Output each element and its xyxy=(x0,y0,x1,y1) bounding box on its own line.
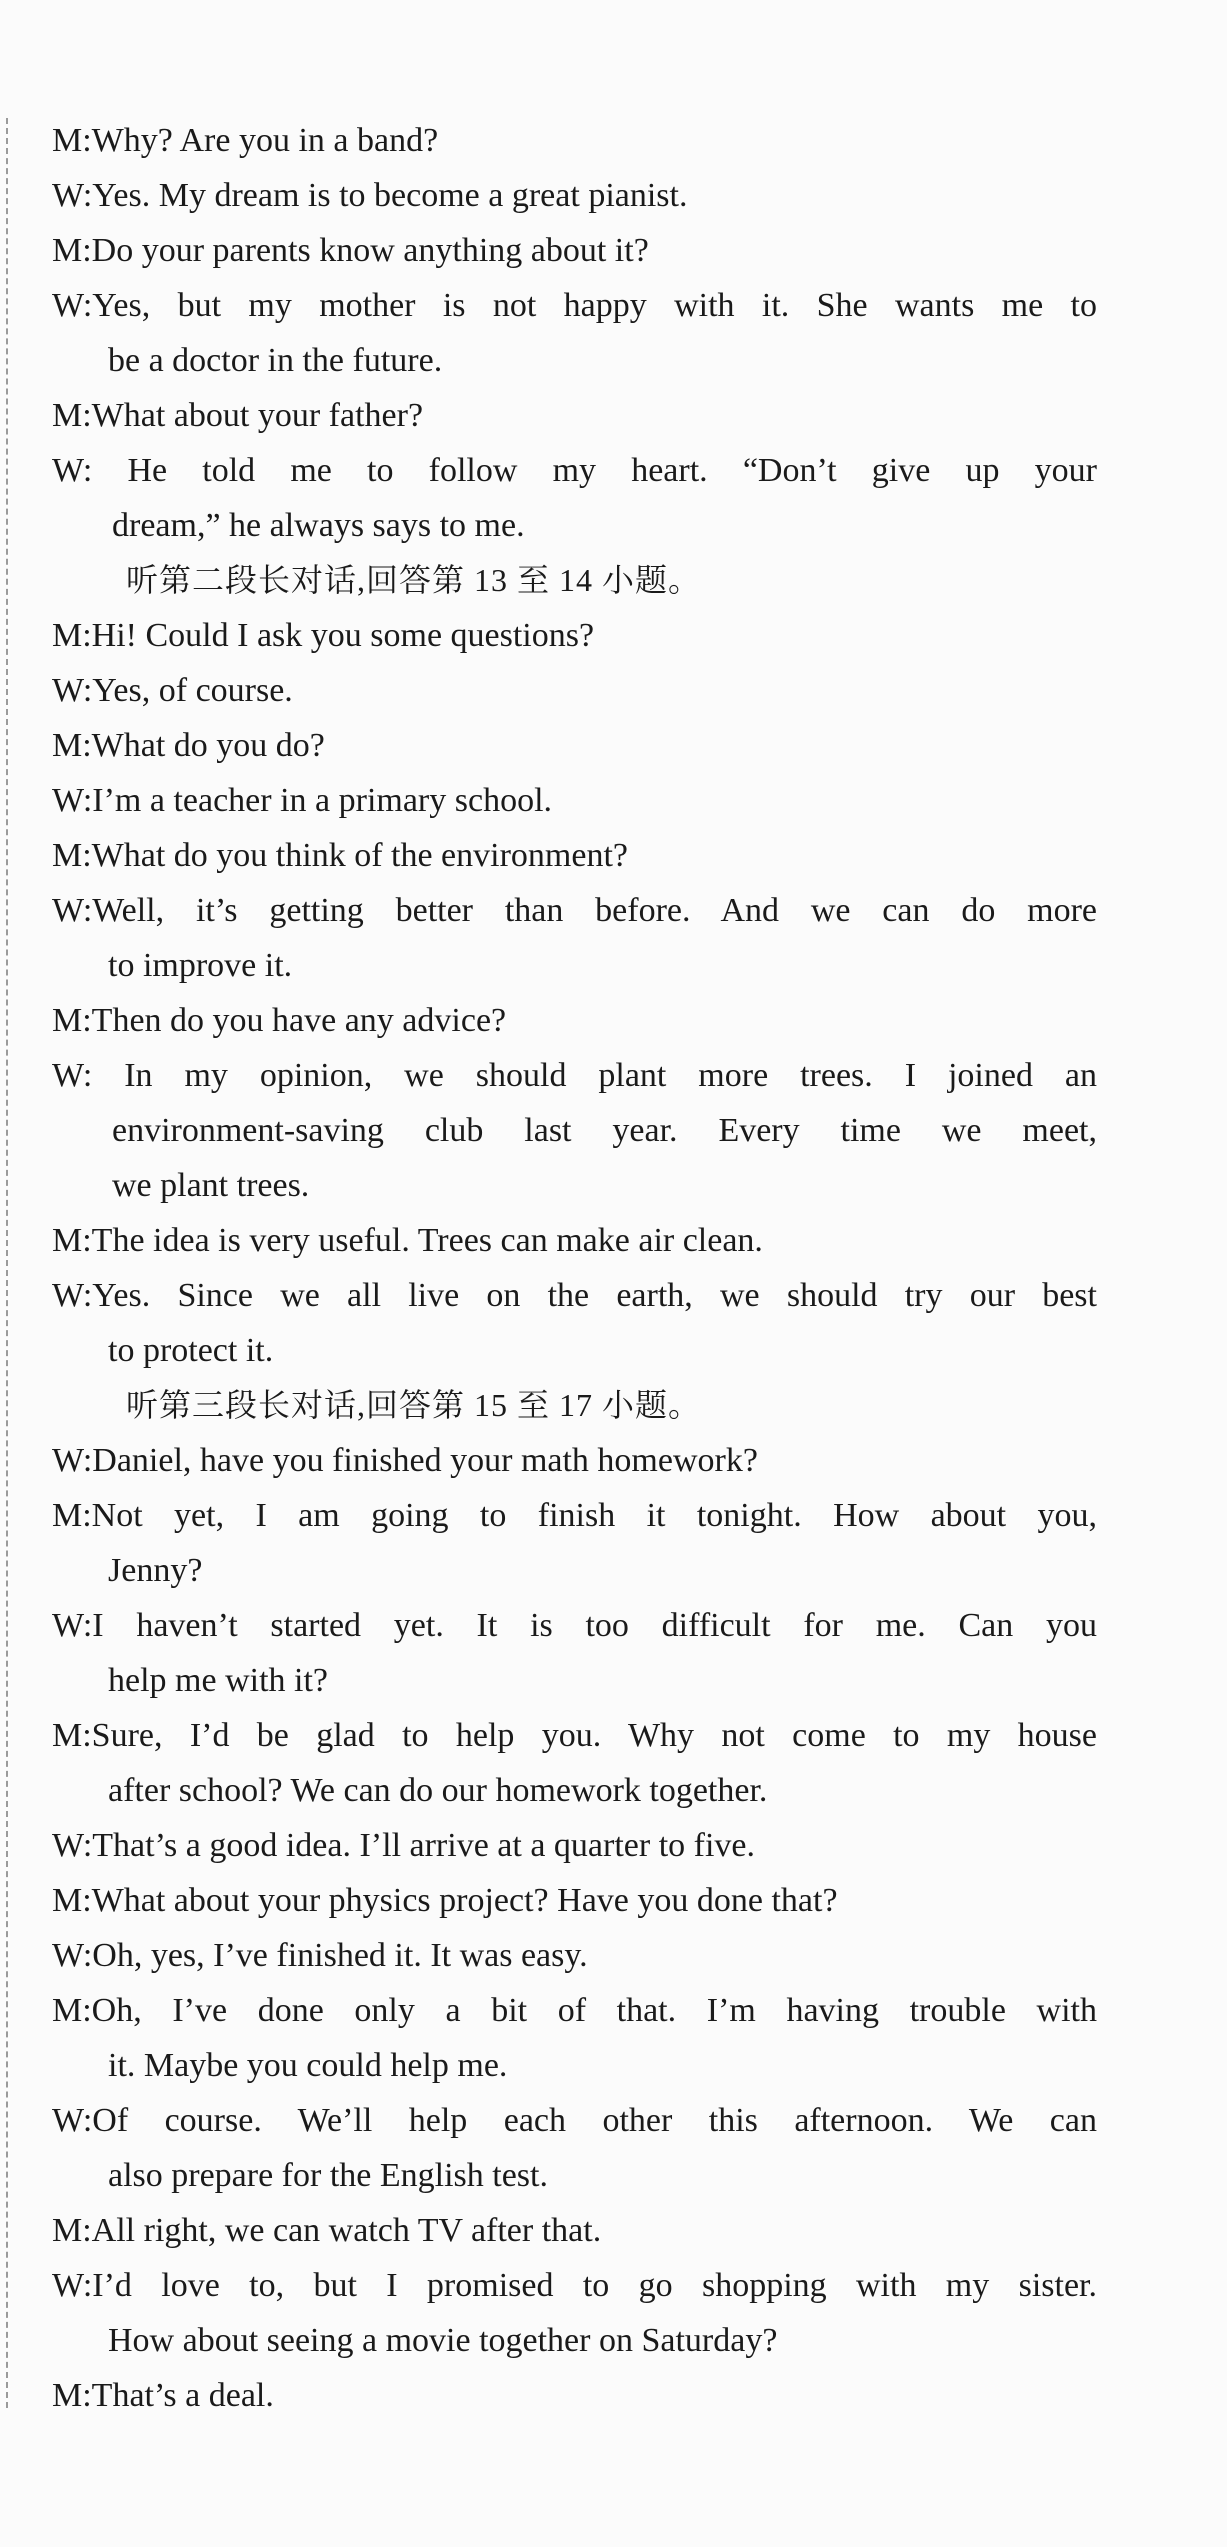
section-heading: 听第二段长对话,回答第 13 至 14 小题。 xyxy=(126,562,702,598)
dialogue-continuation: after school? We can do our homework together. xyxy=(108,1772,768,1809)
dialogue-continuation: to protect it. xyxy=(108,1332,274,1369)
dialogue-line: W:Yes, but my mother is not happy with it. She wants me to xyxy=(52,287,1097,324)
dialogue-continuation: dream,” he always says to me. xyxy=(112,507,525,544)
dialogue-continuation: we plant trees. xyxy=(112,1167,310,1204)
dialogue-line: W:That’s a good idea. I’ll arrive at a quarter to five. xyxy=(52,1827,755,1864)
dialogue-line: M:What about your physics project? Have you done that? xyxy=(52,1882,838,1919)
dialogue-line: W: In my opinion, we should plant more trees. I joined an xyxy=(52,1057,1097,1094)
dialogue-line: W:I’d love to, but I promised to go shopping with my sister. xyxy=(52,2267,1097,2304)
dialogue-line: M:The idea is very useful. Trees can make air clean. xyxy=(52,1222,763,1259)
dialogue-line: W:Yes, of course. xyxy=(52,672,293,709)
dialogue-line: M:Why? Are you in a band? xyxy=(52,122,439,159)
dialogue-line: W:Of course. We’ll help each other this afternoon. We can xyxy=(52,2102,1097,2139)
dialogue-continuation: to improve it. xyxy=(108,947,293,984)
dialogue-line: W:I haven’t started yet. It is too difficult for me. Can you xyxy=(52,1607,1097,1644)
dialogue-line: M:What do you think of the environment? xyxy=(52,837,628,874)
dialogue-line: M:What do you do? xyxy=(52,727,325,764)
dialogue-continuation: it. Maybe you could help me. xyxy=(108,2047,508,2084)
dialogue-continuation: How about seeing a movie together on Saturday? xyxy=(108,2322,778,2359)
dialogue-line: W:Well, it’s getting better than before. And we can do more xyxy=(52,892,1097,929)
margin-dashed-line xyxy=(6,118,8,2408)
dialogue-line: M:Sure, I’d be glad to help you. Why not come to my house xyxy=(52,1717,1097,1754)
dialogue-line: W: He told me to follow my heart. “Don’t give up your xyxy=(52,452,1097,489)
dialogue-continuation: also prepare for the English test. xyxy=(108,2157,548,2194)
dialogue-continuation: environment-saving club last year. Every time we meet, xyxy=(112,1112,1097,1149)
dialogue-line: W:I’m a teacher in a primary school. xyxy=(52,782,553,819)
dialogue-line: M:Then do you have any advice? xyxy=(52,1002,507,1039)
dialogue-continuation: help me with it? xyxy=(108,1662,329,1699)
dialogue-continuation: be a doctor in the future. xyxy=(108,342,443,379)
dialogue-line: M:Oh, I’ve done only a bit of that. I’m having trouble with xyxy=(52,1992,1097,2029)
dialogue-line: M:Hi! Could I ask you some questions? xyxy=(52,617,595,654)
dialogue-line: W:Daniel, have you finished your math homework? xyxy=(52,1442,758,1479)
dialogue-line: M:All right, we can watch TV after that. xyxy=(52,2212,602,2249)
dialogue-line: M:What about your father? xyxy=(52,397,424,434)
dialogue-line: M:That’s a deal. xyxy=(52,2377,274,2414)
dialogue-line: W:Yes. Since we all live on the earth, we should try our best xyxy=(52,1277,1097,1314)
dialogue-line: M:Do your parents know anything about it? xyxy=(52,232,649,269)
dialogue-line: M:Not yet, I am going to finish it tonight. How about you, xyxy=(52,1497,1097,1534)
section-heading: 听第三段长对话,回答第 15 至 17 小题。 xyxy=(126,1387,702,1423)
dialogue-line: W:Yes. My dream is to become a great pianist. xyxy=(52,177,688,214)
dialogue-continuation: Jenny? xyxy=(108,1552,203,1589)
dialogue-transcript xyxy=(52,113,1097,2423)
dialogue-line: W:Oh, yes, I’ve finished it. It was easy. xyxy=(52,1937,588,1974)
